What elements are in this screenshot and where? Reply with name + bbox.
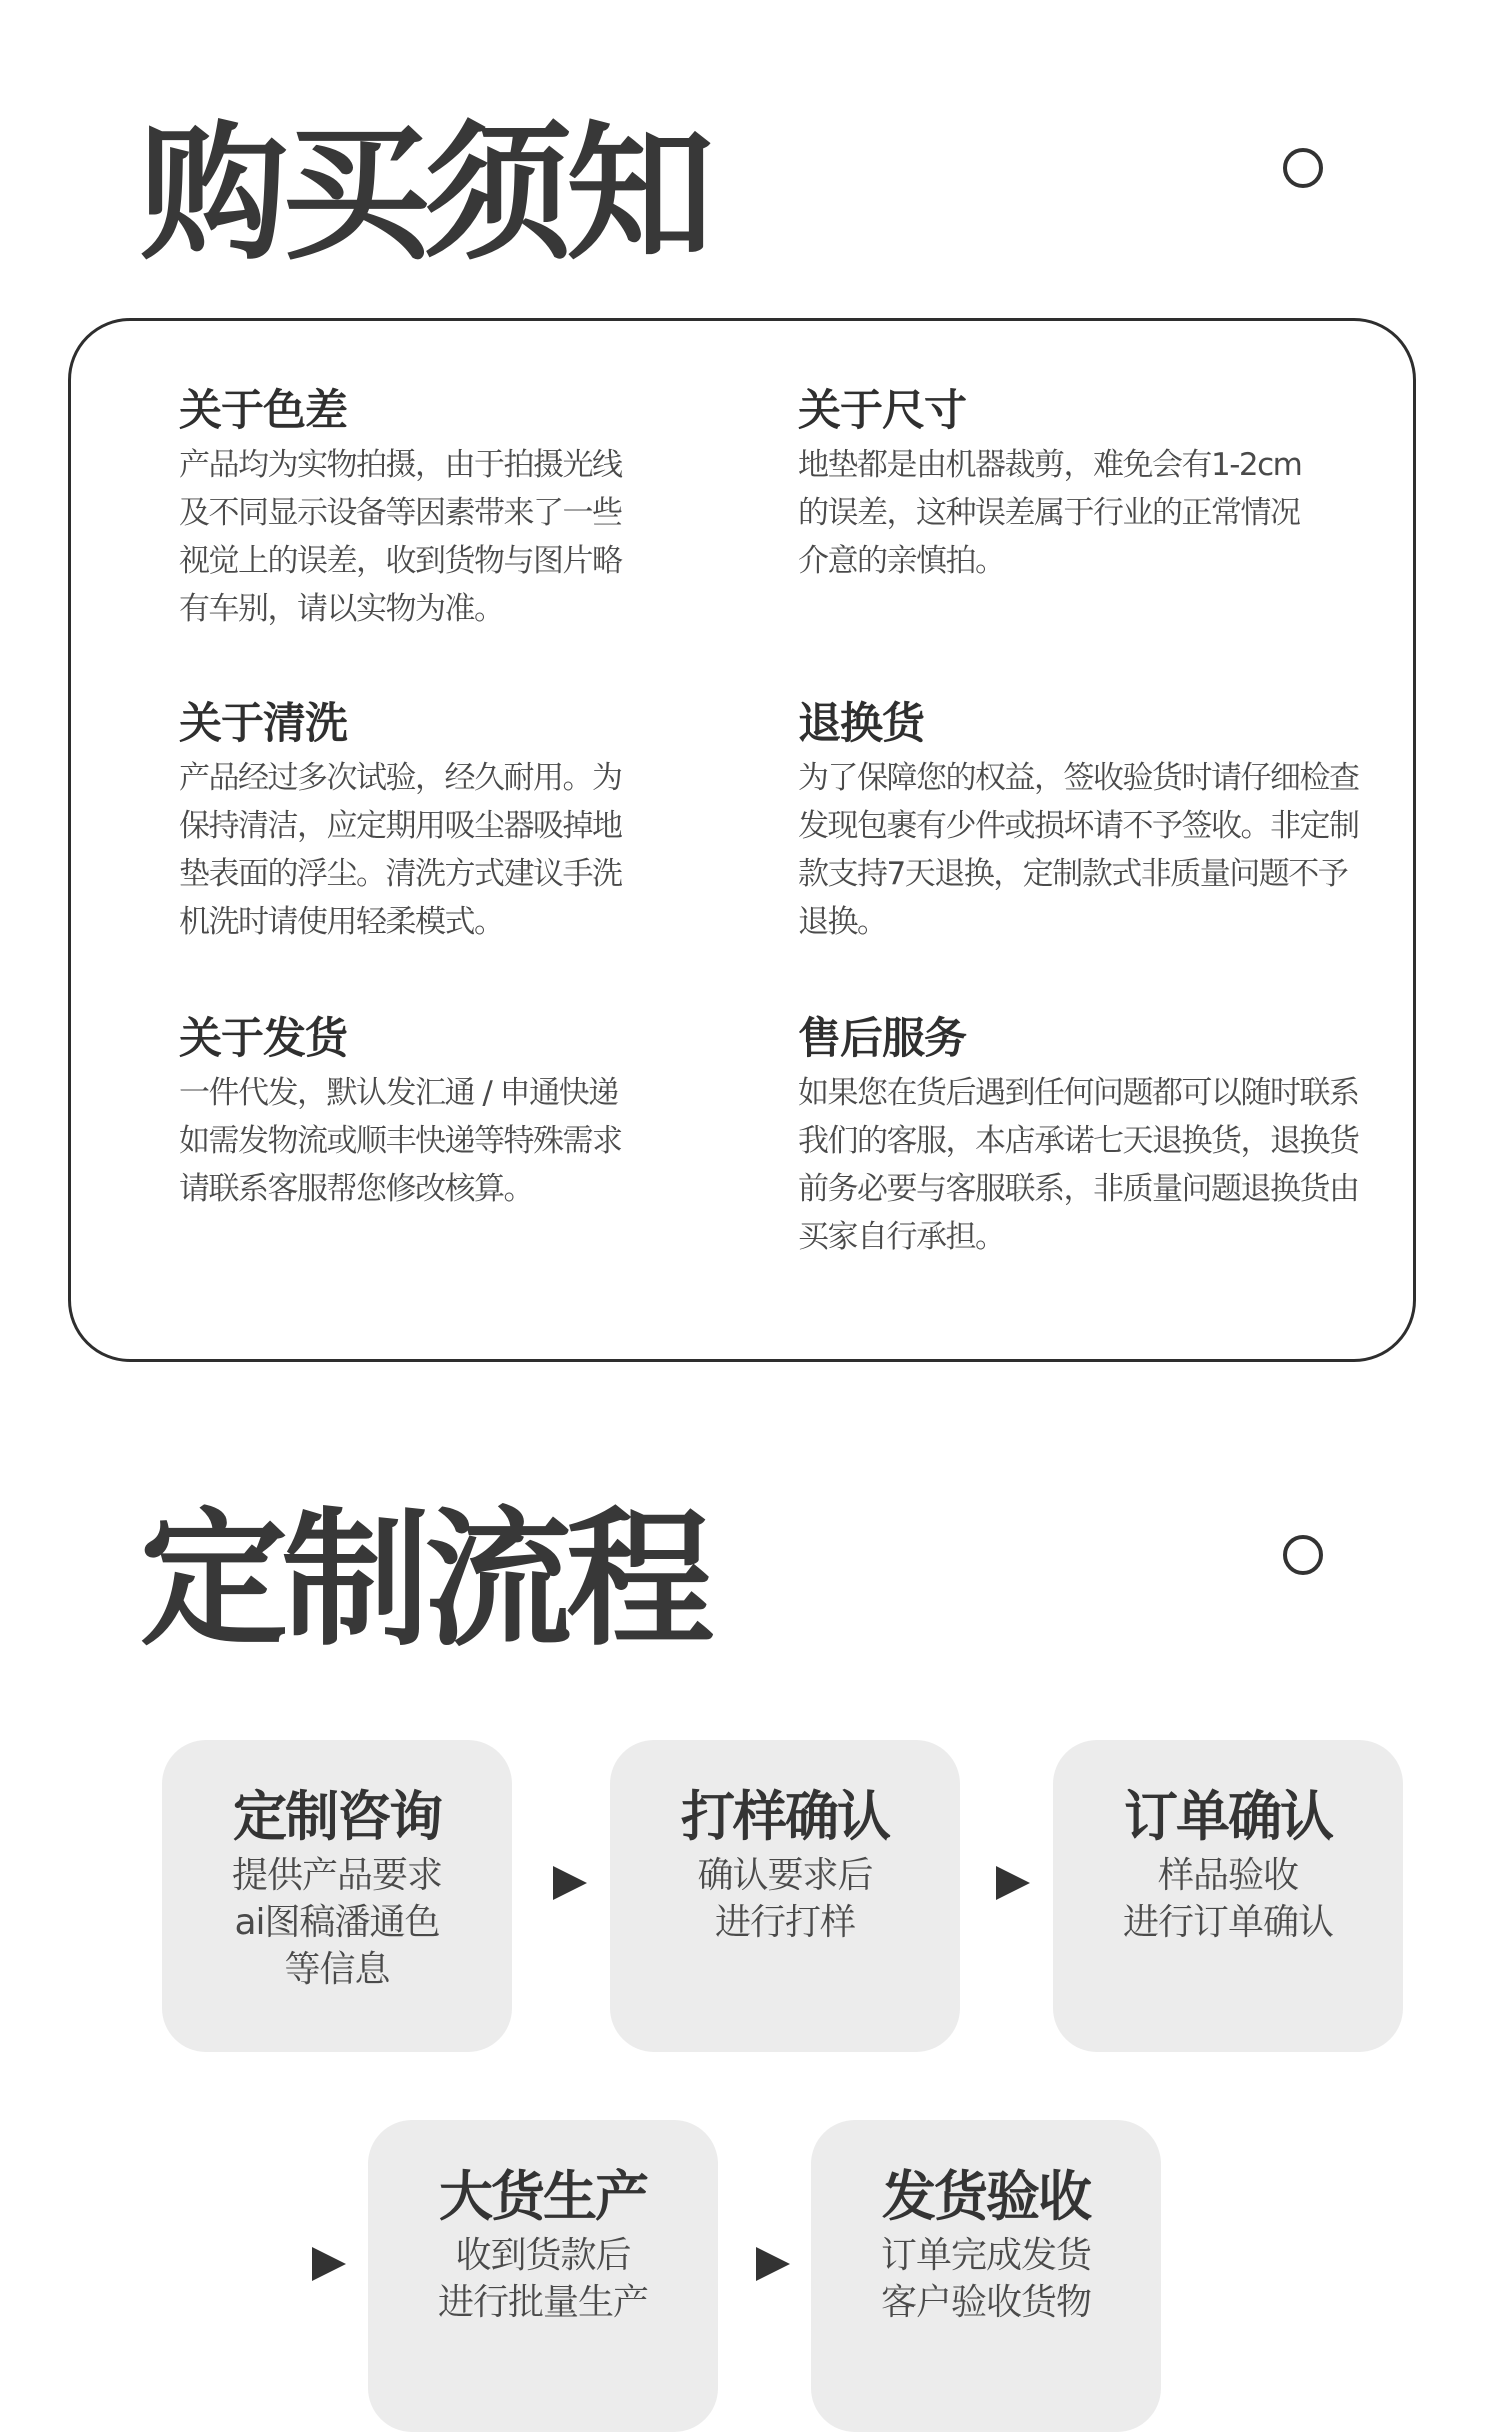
step-text-line: 提供产品要求 bbox=[231, 1855, 442, 1896]
notice-item-text: 产品经过多次试验，经久耐用。为 保持清洁，应定期用吸尘器吸掉地 垫表面的浮尘。清洗方式建议手洗 机洗时请使用轻柔模式。 bbox=[179, 760, 622, 940]
arrow-right-icon bbox=[312, 2247, 346, 2281]
process-section-title: 定制流程 bbox=[140, 1494, 708, 1666]
step-card-delivery bbox=[811, 2120, 1161, 2432]
step-text-line: 进行批量生产 bbox=[437, 2282, 648, 2323]
step-title: 大货生产 bbox=[439, 2165, 647, 2228]
step-text-line: 订单完成发货 bbox=[880, 2235, 1091, 2276]
step-card-production bbox=[368, 2120, 718, 2432]
notice-circle-icon bbox=[1283, 148, 1323, 188]
arrow-right-icon bbox=[756, 2247, 790, 2281]
notice-item-title: 关于尺寸 bbox=[798, 386, 966, 436]
notice-item-text: 地垫都是由机器裁剪，难免会有1-2cm 的误差，这种误差属于行业的正常情况 介意的亲慎拍。 bbox=[798, 447, 1302, 579]
step-text-line: 进行打样 bbox=[714, 1902, 855, 1943]
notice-item-cleaning bbox=[179, 696, 759, 946]
step-card-consult bbox=[162, 1740, 512, 2052]
notice-box bbox=[68, 318, 1416, 1362]
notice-item-title: 退换货 bbox=[798, 699, 924, 749]
notice-item-after-sales bbox=[798, 1011, 1398, 1261]
step-title: 发货验收 bbox=[882, 2165, 1090, 2228]
step-text-line: ai图稿潘通色 bbox=[234, 1902, 440, 1943]
notice-item-text: 产品均为实物拍摄，由于拍摄光线 及不同显示设备等因素带来了一些 视觉上的误差，收到货物与图片略 有车别，请以实物为准。 bbox=[179, 447, 622, 627]
step-text-line: 进行订单确认 bbox=[1122, 1902, 1333, 1943]
notice-item-title: 售后服务 bbox=[798, 1014, 966, 1064]
notice-item-text: 为了保障您的权益，签收验货时请仔细检查 发现包裹有少件或损坏请不予签收。非定制 款支持7天退换，定制款式非质量问题不予 退换。 bbox=[798, 760, 1359, 940]
step-text-line: 客户验收货物 bbox=[880, 2282, 1091, 2323]
step-text-line: 样品验收 bbox=[1157, 1855, 1298, 1896]
step-text-line: 等信息 bbox=[284, 1949, 390, 1990]
notice-item-shipping bbox=[179, 1011, 759, 1213]
arrow-right-icon bbox=[553, 1866, 587, 1900]
step-card-sample bbox=[610, 1740, 960, 2052]
notice-item-text: 一件代发，默认发汇通 / 申通快递 如需发物流或顺丰快递等特殊需求 请联系客服帮您修改核算。 bbox=[179, 1075, 622, 1207]
process-circle-icon bbox=[1283, 1535, 1323, 1575]
step-text-line: 确认要求后 bbox=[697, 1855, 873, 1896]
notice-item-title: 关于清洗 bbox=[179, 699, 347, 749]
notice-item-text: 如果您在货后遇到任何问题都可以随时联系 我们的客服，本店承诺七天退换货，退换货 前务必要与客服联系，非质量问题退换货由 买家自行承担。 bbox=[798, 1075, 1359, 1255]
arrow-right-icon bbox=[996, 1866, 1030, 1900]
notice-item-returns bbox=[798, 696, 1398, 946]
step-title: 定制咨询 bbox=[233, 1785, 441, 1848]
step-title: 订单确认 bbox=[1124, 1785, 1332, 1848]
step-card-order bbox=[1053, 1740, 1403, 2052]
notice-section-title: 购买须知 bbox=[140, 108, 708, 280]
notice-item-title: 关于色差 bbox=[179, 386, 347, 436]
notice-item-size bbox=[798, 383, 1378, 585]
step-title: 打样确认 bbox=[681, 1785, 889, 1848]
step-text-line: 收到货款后 bbox=[455, 2235, 631, 2276]
notice-item-title: 关于发货 bbox=[179, 1014, 347, 1064]
notice-item-color-difference bbox=[179, 383, 759, 633]
